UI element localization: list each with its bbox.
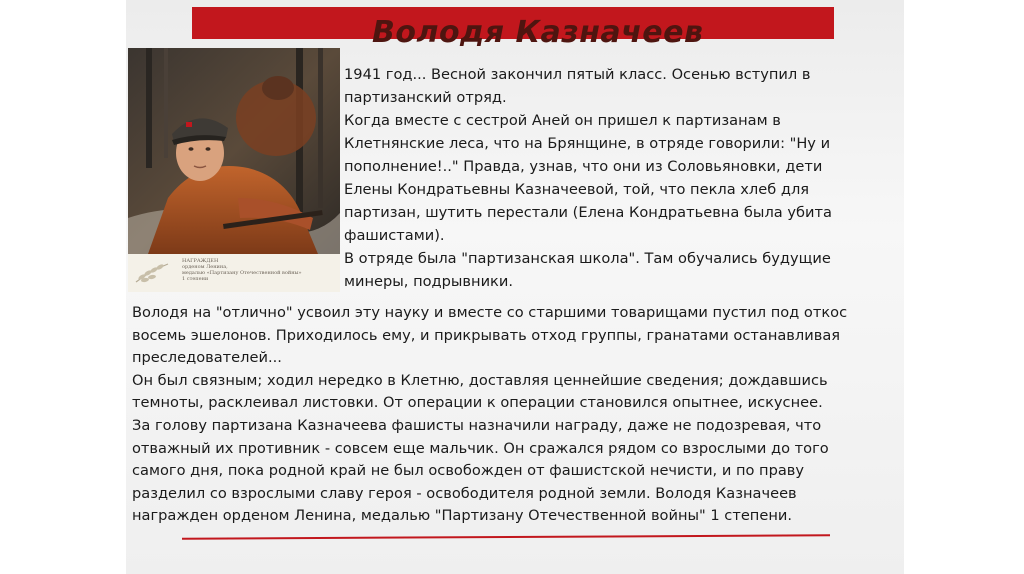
text-line: Когда вместе с сестрой Аней он пришел к партизанам в bbox=[344, 112, 781, 129]
text-line: 1941 год... Весной закончил пятый класс. Осенью вступил в bbox=[344, 66, 811, 83]
text-line: партизан, шутить перестали (Елена Кондратьевна была убита bbox=[344, 204, 832, 221]
text-line: Он был связным; ходил нередко в Клетню, доставляя ценнейшие сведения; дождавшись bbox=[132, 371, 828, 389]
text-line: отважный их противник - совсем еще мальчик. Он сражался рядом со взрослыми до того bbox=[132, 439, 829, 457]
text-line: награжден орденом Ленина, медалью "Партизану Отечественной войны" 1 степени. bbox=[132, 507, 792, 525]
text-line: темноты, расклеивал листовки. От операции к операции становился опытнее, искуснее. bbox=[132, 394, 823, 412]
intro-text bbox=[344, 63, 872, 293]
caption-line: 1 степени bbox=[182, 276, 209, 282]
text-line: минеры, подрывники. bbox=[344, 273, 513, 290]
text-line: разделил со взрослыми славу героя - освободителя родной земли. Володя Казначеев bbox=[132, 484, 797, 502]
text-line: самого дня, пока родной край не был освобожден от фашистской нечисти, и по праву bbox=[132, 462, 805, 480]
slide-title: Володя Казначеев bbox=[372, 15, 704, 50]
text-line: За голову партизана Казначеева фашисты назначили награду, даже не подозревая, что bbox=[132, 416, 822, 434]
text-line: Клетнянские леса, что на Брянщине, в отряде говорили: "Ну и bbox=[344, 135, 831, 152]
award-strike-underline bbox=[182, 534, 830, 539]
caption-line: медалью «Партизану Отечественной войны» bbox=[182, 270, 302, 276]
text-line: партизанский отряд. bbox=[344, 89, 507, 106]
photo-card bbox=[128, 48, 340, 292]
laurel-branch-icon bbox=[134, 260, 170, 286]
caption-area bbox=[128, 254, 340, 292]
text-line: восемь эшелонов. Приходилось ему, и прикрывать отход группы, гранатами останавливая bbox=[132, 326, 841, 344]
text-line: преследователей... bbox=[132, 349, 282, 367]
caption-line: орденом Ленина, bbox=[182, 264, 228, 270]
portrait-illustration bbox=[128, 48, 340, 254]
text-line: фашистами). bbox=[344, 227, 445, 244]
text-line: Елены Кондратьевны Казначеевой, той, что пекла хлеб для bbox=[344, 181, 810, 198]
slide bbox=[126, 0, 904, 574]
text-line: Володя на "отлично" усвоил эту науку и вместе со старшими товарищами пустил под откос bbox=[132, 304, 848, 321]
caption-line: НАГРАЖДЕН bbox=[182, 258, 219, 264]
story-text bbox=[132, 302, 900, 528]
text-line: В отряде была "партизанская школа". Там обучались будущие bbox=[344, 250, 831, 267]
photo-caption bbox=[182, 258, 334, 282]
text-line: пополнение!.." Правда, узнав, что они из Соловьяновки, дети bbox=[344, 158, 823, 175]
